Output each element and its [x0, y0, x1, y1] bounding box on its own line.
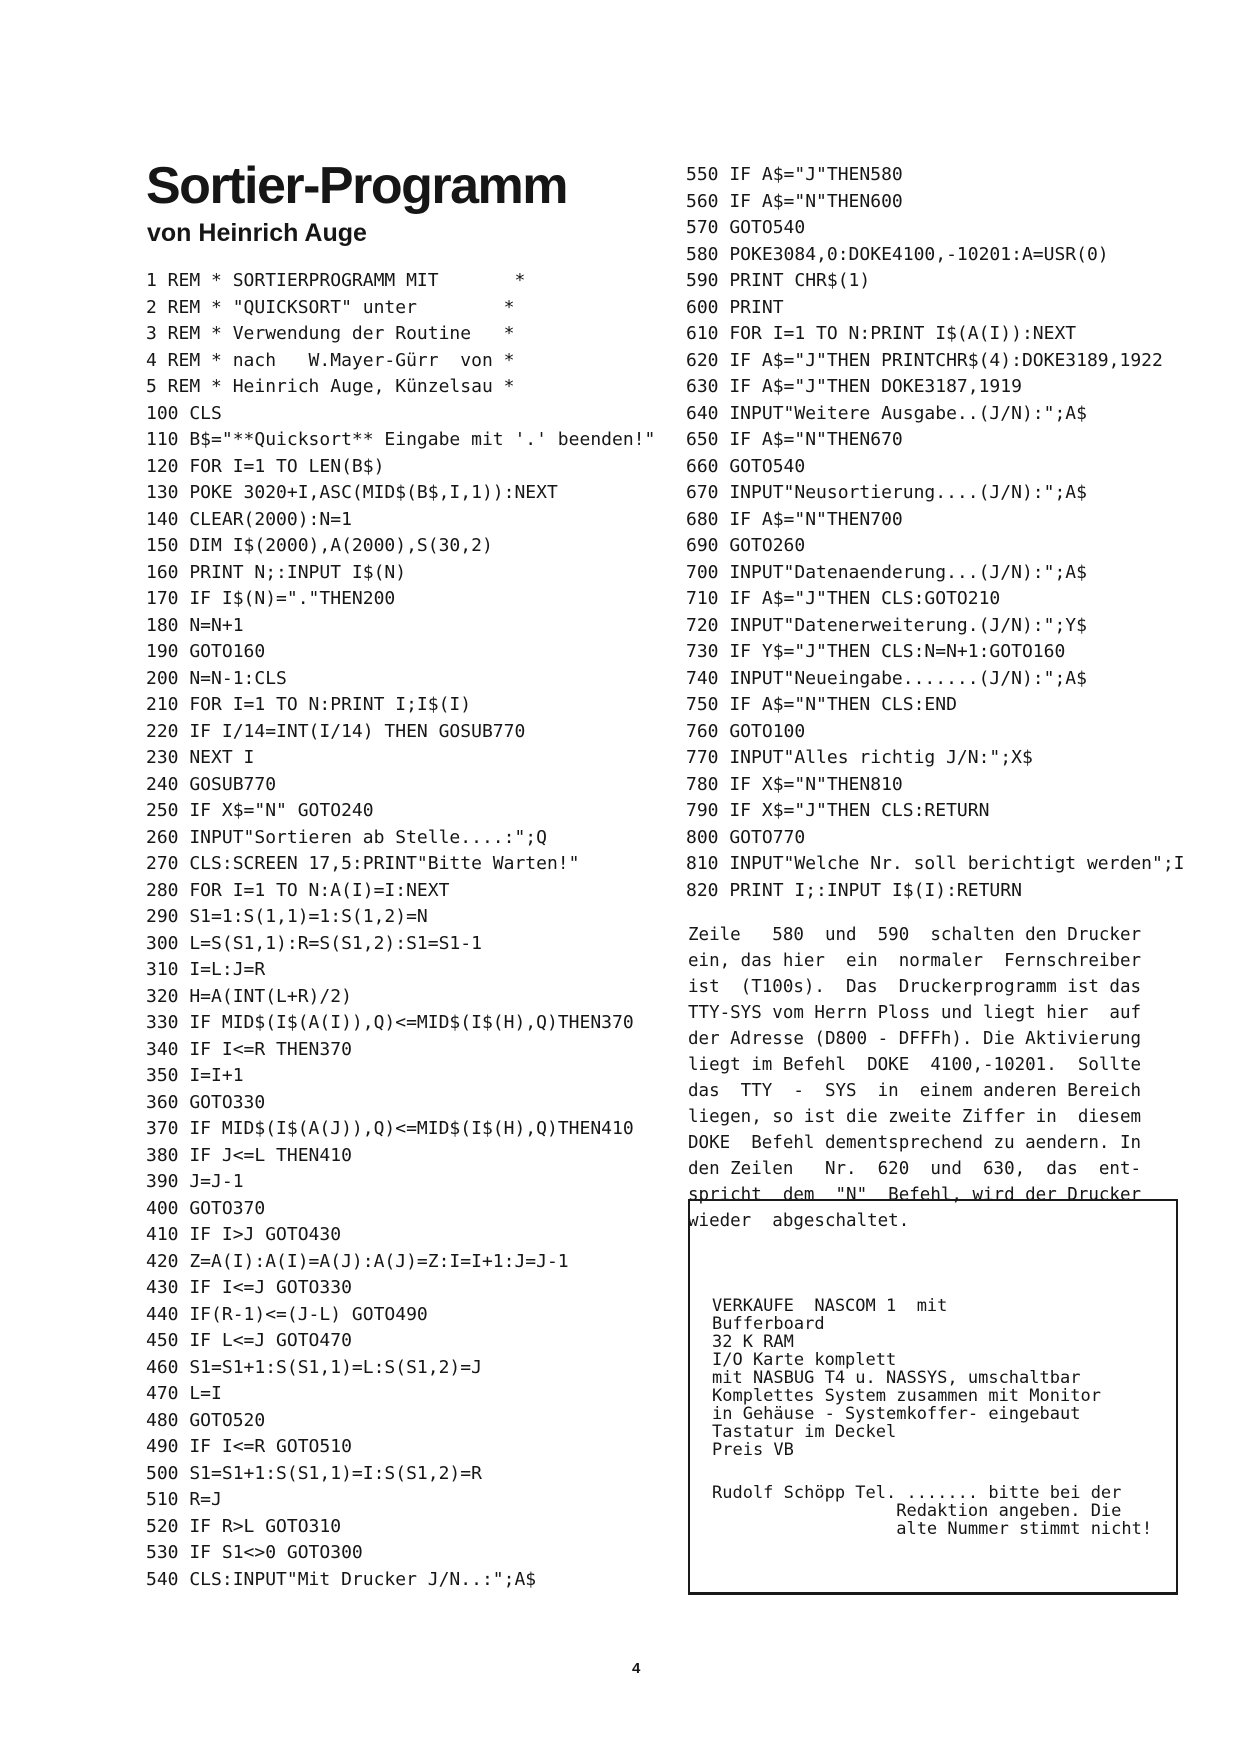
- code-line: 330 IF MID$(I$(A(I)),Q)<=MID$(I$(H),Q)THEN370: [146, 1012, 634, 1033]
- code-line: 550 IF A$="J"THEN580: [686, 164, 903, 185]
- code-line: 420 Z=A(I):A(I)=A(J):A(J)=Z:I=I+1:J=J-1: [146, 1250, 569, 1272]
- code-line: 730 IF Y$="J"THEN CLS:N=N+1:GOTO160: [686, 641, 1066, 662]
- ad-text: [712, 1297, 1101, 1459]
- code-line: 600 PRINT: [686, 296, 784, 318]
- code-line: 820 PRINT I;:INPUT I$(I):RETURN: [686, 879, 1022, 901]
- code-line: 5 REM * Heinrich Auge, Künzelsau *: [146, 376, 515, 397]
- code-line: 400 GOTO370: [146, 1197, 266, 1219]
- code-line: 110 B$="**Quicksort** Eingabe mit '.' beenden!": [146, 429, 656, 450]
- description-text: [688, 922, 1142, 1234]
- code-line: 660 GOTO540: [686, 455, 806, 477]
- code-line: 390 J=J-1: [146, 1171, 244, 1192]
- code-line: 160 PRINT N;:INPUT I$(N): [146, 561, 407, 583]
- ad-contact-line: Redaktion angeben. Die: [712, 1501, 1122, 1521]
- ad-contact: [712, 1484, 1152, 1538]
- code-line: 320 H=A(INT(L+R)/2): [146, 985, 352, 1007]
- code-line: 530 IF S1<>0 GOTO300: [146, 1542, 363, 1563]
- code-line: 610 FOR I=1 TO N:PRINT I$(A(I)):NEXT: [686, 323, 1077, 344]
- code-line: 180 N=N+1: [146, 614, 244, 636]
- code-line: 370 IF MID$(I$(A(J)),Q)<=MID$(I$(H),Q)THEN410: [146, 1118, 634, 1139]
- description-line: Zeile 580 und 590 schalten den Drucker: [688, 925, 1142, 945]
- code-line: 560 IF A$="N"THEN600: [686, 190, 903, 212]
- code-line: 210 FOR I=1 TO N:PRINT I;I$(I): [146, 694, 472, 715]
- ad-line: I/O Karte komplett: [712, 1350, 897, 1370]
- code-line: 510 R=J: [146, 1489, 222, 1510]
- code-line: 680 IF A$="N"THEN700: [686, 508, 903, 530]
- description-line: das TTY - SYS in einem anderen Bereich: [688, 1081, 1142, 1101]
- ad-line: Komplettes System zusammen mit Monitor: [712, 1386, 1101, 1406]
- ad-line: in Gehäuse - Systemkoffer- eingebaut: [712, 1404, 1081, 1424]
- code-line: 770 INPUT"Alles richtig J/N:";X$: [686, 747, 1033, 768]
- code-line: 640 INPUT"Weitere Ausgabe..(J/N):";A$: [686, 402, 1087, 424]
- code-line: 1 REM * SORTIERPROGRAMM MIT *: [146, 270, 526, 291]
- code-line: 790 IF X$="J"THEN CLS:RETURN: [686, 800, 990, 821]
- code-line: 300 L=S(S1,1):R=S(S1,2):S1=S1-1: [146, 932, 482, 954]
- code-line: 410 IF I>J GOTO430: [146, 1224, 342, 1245]
- ad-contact-line: Rudolf Schöpp Tel. ....... bitte bei der: [712, 1483, 1122, 1503]
- description-line: liegen, so ist die zweite Ziffer in diesem: [688, 1107, 1142, 1127]
- code-line: 310 I=L:J=R: [146, 959, 266, 980]
- description-line: liegt im Befehl DOKE 4100,-10201. Sollte: [688, 1055, 1142, 1075]
- ad-contact-line: alte Nummer stimmt nicht!: [712, 1519, 1153, 1539]
- ad-line: Preis VB: [712, 1440, 794, 1460]
- code-line: 740 INPUT"Neueingabe.......(J/N):";A$: [686, 667, 1087, 689]
- article-title: Sortier-Programm: [146, 157, 567, 215]
- code-line: 430 IF I<=J GOTO330: [146, 1277, 352, 1298]
- ad-line: mit NASBUG T4 u. NASSYS, umschaltbar: [712, 1368, 1081, 1388]
- code-line: 540 CLS:INPUT"Mit Drucker J/N..:";A$: [146, 1568, 537, 1590]
- code-line: 760 GOTO100: [686, 720, 806, 742]
- code-line: 200 N=N-1:CLS: [146, 667, 287, 689]
- code-line: 500 S1=S1+1:S(S1,1)=I:S(S1,2)=R: [146, 1462, 482, 1484]
- description-line: den Zeilen Nr. 620 und 630, das ent-: [688, 1159, 1142, 1179]
- code-line: 280 FOR I=1 TO N:A(I)=I:NEXT: [146, 879, 450, 901]
- code-line: 220 IF I/14=INT(I/14) THEN GOSUB770: [146, 720, 526, 742]
- code-line: 710 IF A$="J"THEN CLS:GOTO210: [686, 588, 1001, 609]
- code-line: 2 REM * "QUICKSORT" unter *: [146, 296, 515, 318]
- code-line: 810 INPUT"Welche Nr. soll berichtigt werden";I: [686, 853, 1185, 874]
- code-line: 690 GOTO260: [686, 535, 806, 556]
- code-line: 100 CLS: [146, 402, 222, 424]
- ad-line: Tastatur im Deckel: [712, 1422, 897, 1442]
- code-line: 720 INPUT"Datenerweiterung.(J/N):";Y$: [686, 614, 1087, 636]
- description-line: ein, das hier ein normaler Fernschreiber: [688, 951, 1142, 971]
- code-listing-right: [686, 162, 1185, 904]
- code-line: 340 IF I<=R THEN370: [146, 1038, 352, 1060]
- code-line: 450 IF L<=J GOTO470: [146, 1330, 352, 1351]
- ad-line: Bufferboard: [712, 1314, 825, 1334]
- code-line: 800 GOTO770: [686, 826, 806, 848]
- code-line: 3 REM * Verwendung der Routine *: [146, 323, 515, 344]
- code-line: 190 GOTO160: [146, 641, 266, 662]
- code-listing-left: [146, 268, 655, 1593]
- code-line: 650 IF A$="N"THEN670: [686, 429, 903, 450]
- code-line: 470 L=I: [146, 1383, 222, 1404]
- ad-line: 32 K RAM: [712, 1332, 794, 1352]
- code-line: 570 GOTO540: [686, 217, 806, 238]
- code-line: 4 REM * nach W.Mayer-Gürr von *: [146, 349, 515, 371]
- description-line: ist (T100s). Das Druckerprogramm ist das: [688, 977, 1142, 997]
- ad-line: VERKAUFE NASCOM 1 mit: [712, 1296, 948, 1316]
- code-line: 140 CLEAR(2000):N=1: [146, 508, 352, 530]
- code-line: 260 INPUT"Sortieren ab Stelle....:";Q: [146, 826, 547, 848]
- code-line: 250 IF X$="N" GOTO240: [146, 800, 374, 821]
- page-number: 4: [632, 1660, 641, 1677]
- code-line: 700 INPUT"Datenaenderung...(J/N):";A$: [686, 561, 1087, 583]
- description-line: DOKE Befehl dementsprechend zu aendern. In: [688, 1133, 1142, 1153]
- code-line: 130 POKE 3020+I,ASC(MID$(B$,I,1)):NEXT: [146, 482, 558, 503]
- description-line: spricht dem "N" Befehl, wird der Drucker: [688, 1185, 1142, 1205]
- code-line: 360 GOTO330: [146, 1091, 266, 1113]
- code-line: 580 POKE3084,0:DOKE4100,-10201:A=USR(0): [686, 243, 1109, 265]
- code-line: 780 IF X$="N"THEN810: [686, 773, 903, 795]
- description-line: TTY-SYS vom Herrn Ploss und liegt hier auf: [688, 1003, 1142, 1023]
- code-line: 290 S1=1:S(1,1)=1:S(1,2)=N: [146, 906, 428, 927]
- code-line: 230 NEXT I: [146, 747, 255, 768]
- code-line: 480 GOTO520: [146, 1409, 266, 1431]
- code-line: 240 GOSUB770: [146, 773, 277, 795]
- code-line: 120 FOR I=1 TO LEN(B$): [146, 455, 385, 477]
- code-line: 490 IF I<=R GOTO510: [146, 1436, 352, 1457]
- code-line: 440 IF(R-1)<=(J-L) GOTO490: [146, 1303, 428, 1325]
- code-line: 350 I=I+1: [146, 1065, 244, 1086]
- code-line: 460 S1=S1+1:S(S1,1)=L:S(S1,2)=J: [146, 1356, 482, 1378]
- code-line: 380 IF J<=L THEN410: [146, 1144, 352, 1166]
- article-author: von Heinrich Auge: [147, 219, 367, 247]
- code-line: 520 IF R>L GOTO310: [146, 1515, 342, 1537]
- description-line: der Adresse (D800 - DFFFh). Die Aktivierung: [688, 1029, 1142, 1049]
- code-line: 150 DIM I$(2000),A(2000),S(30,2): [146, 535, 493, 556]
- code-line: 630 IF A$="J"THEN DOKE3187,1919: [686, 376, 1022, 397]
- code-line: 750 IF A$="N"THEN CLS:END: [686, 694, 957, 715]
- code-line: 620 IF A$="J"THEN PRINTCHR$(4):DOKE3189,1922: [686, 349, 1163, 371]
- description-line: wieder abgeschaltet.: [688, 1211, 910, 1231]
- classified-ad-box: [688, 1199, 1178, 1595]
- code-line: 270 CLS:SCREEN 17,5:PRINT"Bitte Warten!": [146, 853, 580, 874]
- code-line: 170 IF I$(N)="."THEN200: [146, 588, 396, 609]
- code-line: 670 INPUT"Neusortierung....(J/N):";A$: [686, 482, 1087, 503]
- code-line: 590 PRINT CHR$(1): [686, 270, 871, 291]
